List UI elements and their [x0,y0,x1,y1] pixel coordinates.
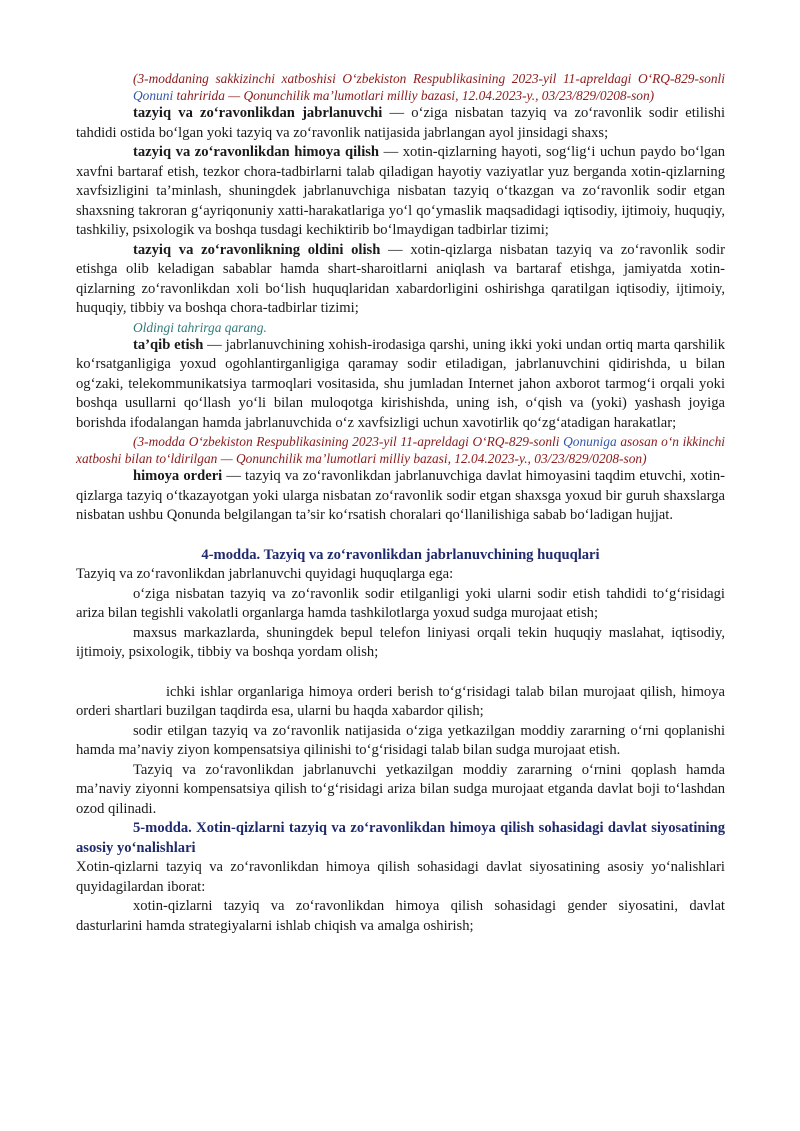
note-text: (3-modda O‘zbekiston Respublikasining 2023-yil 11-apreldagi O‘RQ-829-sonli [133,434,564,449]
definition-paragraph [76,336,725,434]
definition-term: tazyiq va zo‘ravonlikning oldini olish [133,241,381,258]
article-4-intro: Tazyiq va zo‘ravonlikdan jabrlanuvchi quyidagi huquqlarga ega: [76,566,454,582]
definition-paragraph [76,241,725,319]
definition-paragraph [76,467,725,526]
spacer [76,526,725,546]
definition-text: — tazyiq va zo‘ravonlikdan jabrlanuvchiga davlat himoyasini taqdim etuvchi, xotin-qizlarga tazyiq o‘tkazayotgan yoki ularga nisbatan zo‘ravonlik sodir etgan shaxsga yoxud bir guruh shaxslarga nisbatan ushbu Qonunda belgilangan ta’sir ko‘rsatish choralari qo‘llanilishiga sabab bo‘ladigan hujjat. [76,468,725,523]
definition-text: — xotin-qizlarning hayoti, sog‘lig‘i uchun paydo bo‘lgan xavfni bartaraf etish, tezkor chora-tadbirlarni talab qiladigan hayotiy vaziyatlar yuz berganda xotin-qizlarning xavfsizligini ta’minlash, shuningdek jabrlanuvchiga nisbatan tazyiq o‘tkazgan va zo‘ravonlik sodir etgan shaxsning takroran g‘ayriqonuniy xatti-harakatlariga yo‘l qo‘ymaslik maqsadidagi iqtisodiy, ijtimoiy, huquqiy, tashkiliy, psixologik va boshqa tusdagi kechiktirib bo‘lmaydigan tadbirlar tizimi; [76,144,725,238]
definition-paragraph [76,143,725,241]
definition-term: ta’qib etish [133,336,204,353]
definition-text: — o‘ziga nisbatan tazyiq va zo‘ravonlik sodir etilishi tahdidi ostida bo‘lgan yoki tazyiq va zo‘ravonlik natijasida jabrlangan ayol jinsidagi shaxs; [76,105,725,141]
definition-text: — xotin-qizlarga nisbatan tazyiq va zo‘ravonlik sodir etishga olib keladigan sabablar hamda shart-sharoitlarni aniqlash va bartaraf etishga, jamiyatda xotin-qizlarning zo‘ravonlikdan xoli bo‘lish huquqlaridan xabardorligini oshirishga qaratilgan iqtisodiy, ijtimoiy, huquqiy, tibbiy va boshqa chora-tadbirlar tizimi; [76,241,725,316]
definition-text: — jabrlanuvchining xohish-irodasiga qarshi, uning ikki yoki undan ortiq marta qarshilik ko‘rsatganligiga yoxud ogohlantirganligiga qaramay sodir etiladigan, jabrlanuvchini qidirishda, u bilan og‘zaki, telekommunikatsiya tarmoqlari vositasida, shu jumladan Internet jahon axborot tarmog‘i orqali yoki boshqa usullarni qo‘llash yo‘li bilan muloqotga kirishishda, uning ish, o‘qish va (yoki) yashash joyiga borishda ifodalangan hamda jabrlanuvchida o‘z xavfsizligi uchun xavotirlik qo‘zg‘atadigan harakatlar; [76,336,725,431]
law-link[interactable]: Qonuni [133,88,174,103]
amendment-note-1 [76,70,725,104]
article-4-heading: 4-modda. Tazyiq va zo‘ravonlikdan jabrlanuvchining huquqlari [201,546,600,563]
article-5-item: xotin-qizlarni tazyiq va zo‘ravonlikdan himoya qilish sohasidagi gender siyosatini, davlat dasturlarini hamda strategiyalarni ishlab chiqish va amalga oshirish; [76,898,725,934]
amendment-note-2 [76,433,725,467]
spacer [76,663,725,683]
document-page [76,70,725,936]
previous-version-link[interactable]: Oldingi tahrirga qarang. [133,319,267,335]
article-4-right: ichki ishlar organlariga himoya orderi berish to‘g‘risidagi talab bilan murojaat qilish, himoya orderi shartlari buzilgan taqdirda esa, ularni bu haqda xabardor qilish; [76,683,725,719]
article-4-right: o‘ziga nisbatan tazyiq va zo‘ravonlik sodir etilganligi yoki ularni sodir etish tahdidi to‘g‘risidagi ariza bilan tegishli vakolatli organlarga hamda tashkilotlarga yoxud sudga murojaat etish; [76,585,725,621]
definition-term: himoya orderi [133,468,223,484]
article-4-right: sodir etilgan tazyiq va zo‘ravonlik natijasida o‘ziga yetkazilgan moddiy zararning o‘rni qoplanishi hamda ma’naviy ziyon kompensatsiya qilinishi to‘g‘risidagi talab bilan sudga murojaat etish. [76,722,725,758]
note-text: (3-moddaning sakkizinchi xatboshisi O‘zbekiston Respublikasining 2023-yil 11-apreldagi O‘RQ-829-sonli [133,71,725,86]
article-5-intro: Xotin-qizlarni tazyiq va zo‘ravonlikdan himoya qilish sohasidagi davlat siyosatining asosiy yo‘nalishlari quyidagilardan iborat: [76,859,725,895]
note-text: tahririda — Qonunchilik ma’lumotlari milliy bazasi, 12.04.2023-y., 03/23/829/0208-son) [173,88,655,103]
note-text: asosan o‘n ikkinchi xatboshi bilan to‘ldirilgan — Qonunchilik ma’lumotlari milliy bazasi, 12.04.2023-y., 03/23/829/0208-son) [76,434,725,466]
article-4-paragraph: Tazyiq va zo‘ravonlikdan jabrlanuvchi yetkazilgan moddiy zararning o‘rnini qoplash hamda ma’naviy ziyonni kompensatsiya qilish to‘g‘risidagi ariza bilan sudga murojaat etganda davlat boji to‘lashdan ozod qilinadi. [76,761,725,817]
article-5-heading: 5-modda. Xotin-qizlarni tazyiq va zo‘ravonlikdan himoya qilish sohasidagi davlat siyosatining asosiy yo‘nalishlari [76,820,725,856]
definition-term: tazyiq va zo‘ravonlikdan jabrlanuvchi [133,105,383,121]
article-4-right: maxsus markazlarda, shuningdek bepul telefon liniyasi orqali tekin huquqiy maslahat, iqtisodiy, ijtimoiy, psixologik, tibbiy va boshqa yordam olish; [76,624,725,660]
definition-term: tazyiq va zo‘ravonlikdan himoya qilish [133,144,380,160]
definition-paragraph [76,104,725,143]
law-link[interactable]: Qonuniga [563,434,617,449]
